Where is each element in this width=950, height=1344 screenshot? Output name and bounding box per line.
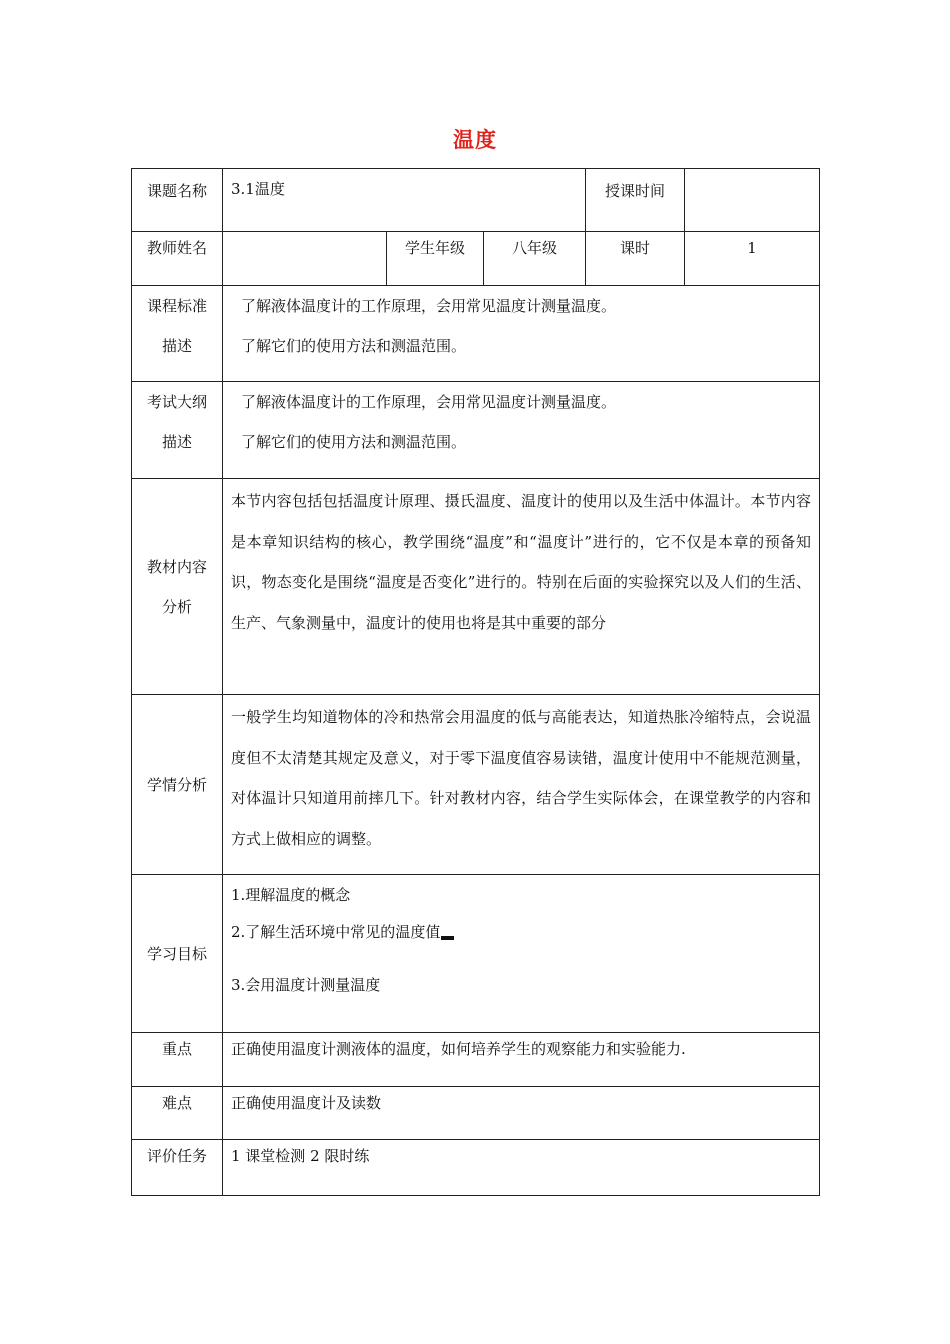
ink-mark-icon: [441, 936, 454, 940]
standard-line2: 了解它们的使用方法和测温范围。: [241, 337, 467, 355]
label-standard-line1: 课程标准: [146, 297, 207, 315]
row-goals: [132, 875, 820, 1033]
label-evaluation: 评价任务: [132, 1140, 223, 1196]
label-goals: 学习目标: [132, 875, 223, 1033]
row-material: [132, 479, 820, 695]
value-hours: 1: [685, 232, 820, 286]
value-syllabus: [223, 382, 820, 479]
row-learner: [132, 695, 820, 875]
standard-line1: 了解液体温度计的工作原理，会用常见温度计测量温度。: [241, 297, 617, 315]
row-topic: [132, 169, 820, 232]
lesson-plan-table: [131, 168, 820, 1196]
label-standard-line2: 描述: [161, 337, 192, 355]
goal-item-2: [231, 906, 811, 959]
value-learner: 一般学生均知道物体的冷和热常会用温度的低与高能表达，知道热胀冷缩特点，会说温度但不太清楚其规定及意义，对于零下温度值容易读错，温度计使用中不能规范测量，对体温计只知道用前摔几下。针对教材内容，结合学生实际体会，在课堂教学的内容和方式上做相应的调整。: [223, 695, 820, 875]
row-teacher: [132, 232, 820, 286]
goal-item-3: 3.会用温度计测量温度: [231, 976, 381, 994]
label-learner: 学情分析: [132, 695, 223, 875]
label-difficulty: 难点: [132, 1087, 223, 1140]
syllabus-line2: 了解它们的使用方法和测温范围。: [241, 433, 467, 451]
label-teacher: 教师姓名: [132, 232, 223, 286]
row-difficulty: [132, 1087, 820, 1140]
value-material: 本节内容包括包括温度计原理、摄氏温度、温度计的使用以及生活中体温计。本节内容是本章知识结构的核心，教学围绕“温度”和“温度计”进行的，它不仅是本章的预备知识，物态变化是围绕“温度是否变化”进行的。特别在后面的实验探究以及人们的生活、生产、气象测量中，温度计的使用也将是其中重要的部分: [223, 479, 820, 695]
label-syllabus-line2: 描述: [161, 433, 192, 451]
row-standard: [132, 286, 820, 382]
label-key: 重点: [132, 1033, 223, 1087]
value-evaluation: 1 课堂检测 2 限时练: [223, 1140, 820, 1196]
label-class-time: 授课时间: [586, 169, 685, 232]
value-standard: [223, 286, 820, 382]
label-material-line2: 分析: [161, 597, 192, 616]
goal-item-1: 1.理解温度的概念: [231, 886, 351, 904]
label-hours: 课时: [586, 232, 685, 286]
value-goals: [223, 875, 820, 1033]
label-syllabus: [132, 382, 223, 479]
row-syllabus: [132, 382, 820, 479]
label-topic: 课题名称: [132, 169, 223, 232]
goal-item-2-text: 2.了解生活环境中常见的温度值: [231, 923, 441, 941]
value-topic: 3.1温度: [223, 169, 586, 232]
label-material-line1: 教材内容: [146, 557, 207, 576]
row-key: [132, 1033, 820, 1087]
syllabus-line1: 了解液体温度计的工作原理，会用常见温度计测量温度。: [241, 393, 617, 411]
value-difficulty: 正确使用温度计及读数: [223, 1087, 820, 1140]
value-key: 正确使用温度计测液体的温度，如何培养学生的观察能力和实验能力.: [223, 1033, 820, 1087]
label-syllabus-line1: 考试大纲: [146, 393, 207, 411]
value-grade: 八年级: [484, 232, 586, 286]
label-grade: 学生年级: [387, 232, 484, 286]
value-class-time: [685, 169, 820, 232]
label-material: [132, 479, 223, 695]
value-teacher: [223, 232, 387, 286]
row-evaluation: [132, 1140, 820, 1196]
document-title: 温度: [453, 128, 497, 152]
label-standard: [132, 286, 223, 382]
